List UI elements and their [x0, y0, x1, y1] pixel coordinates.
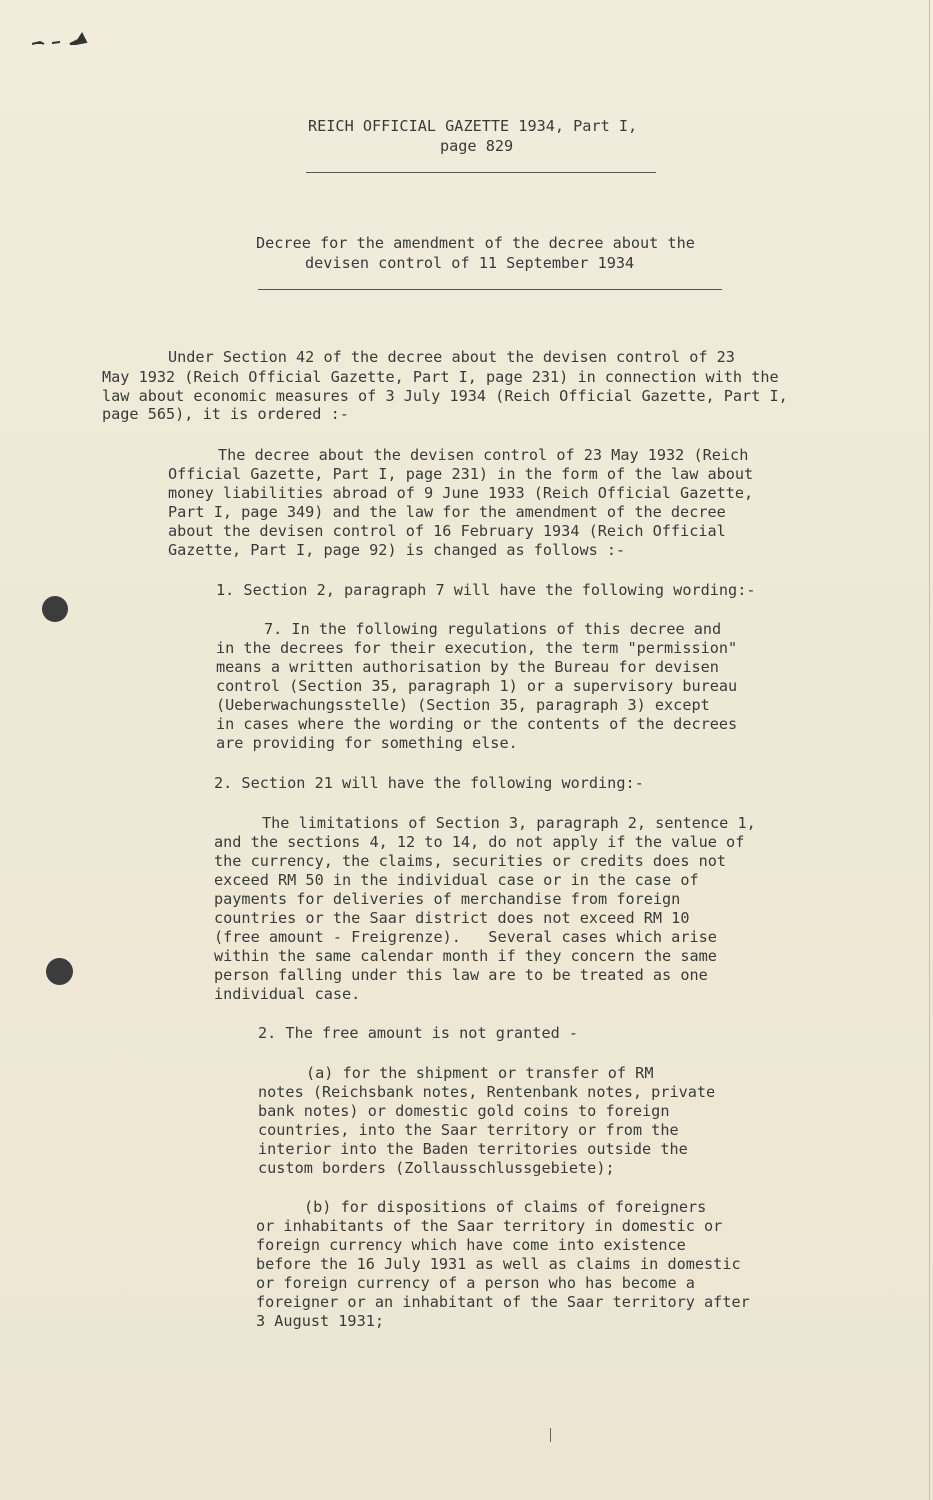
item2-line: (free amount - Freigrenze). Several cases which arise — [214, 928, 717, 946]
punch-hole-upper — [42, 596, 68, 622]
stray-mark — [550, 1428, 551, 1442]
item2-line: individual case. — [214, 985, 361, 1003]
gazette-header-line2: page 829 — [440, 137, 514, 155]
gazette-header-line1: REICH OFFICIAL GAZETTE 1934, Part I, — [308, 117, 638, 135]
para1-line: Official Gazette, Part I, page 231) in the form of the law about — [168, 465, 754, 483]
intro-line: page 565), it is ordered :- — [102, 405, 349, 423]
item2-line: The limitations of Section 3, paragraph 2, sentence 1, — [262, 814, 756, 832]
title-rule — [258, 289, 722, 290]
decree-title-line1: Decree for the amendment of the decree about the — [256, 234, 695, 252]
item1-heading: 1. Section 2, paragraph 7 will have the following wording:- — [216, 581, 756, 599]
sub-a-line: interior into the Baden territories outside the — [258, 1140, 688, 1158]
item1-line: in cases where the wording or the contents of the decrees — [216, 715, 738, 733]
para1-line: The decree about the devisen control of 23 May 1932 (Reich — [218, 446, 749, 464]
item2-line: payments for deliveries of merchandise from foreign — [214, 890, 681, 908]
page-edge — [929, 0, 930, 1500]
sub-a-line: bank notes) or domestic gold coins to foreign — [258, 1102, 670, 1120]
item2-line: countries or the Saar district does not exceed RM 10 — [214, 909, 690, 927]
item1-line: (Ueberwachungsstelle) (Section 35, paragraph 3) except — [216, 696, 710, 714]
item2-line: the currency, the claims, securities or credits does not — [214, 852, 727, 870]
item2-line: and the sections 4, 12 to 14, do not apply if the value of — [214, 833, 745, 851]
sub-b-line: or inhabitants of the Saar territory in domestic or — [256, 1217, 723, 1235]
sub-a-line: custom borders (Zollausschlussgebiete); — [258, 1159, 615, 1177]
para1-line: Gazette, Part I, page 92) is changed as follows :- — [168, 541, 626, 559]
para1-line: about the devisen control of 16 February 1934 (Reich Official — [168, 522, 726, 540]
intro-line: Under Section 42 of the decree about the devisen control of 23 — [168, 348, 735, 366]
sub2-heading: 2. The free amount is not granted - — [258, 1024, 579, 1042]
intro-line: May 1932 (Reich Official Gazette, Part I, page 231) in connection with the — [102, 368, 779, 386]
para1-line: Part I, page 349) and the law for the amendment of the decree — [168, 503, 726, 521]
sub-b-line: or foreign currency of a person who has become a — [256, 1274, 695, 1292]
intro-line: law about economic measures of 3 July 1934 (Reich Official Gazette, Part I, — [102, 387, 788, 405]
sub-b-line: 3 August 1931; — [256, 1312, 385, 1330]
sub-a-line: countries, into the Saar territory or from the — [258, 1121, 679, 1139]
item2-line: person falling under this law are to be treated as one — [214, 966, 708, 984]
item1-line: 7. In the following regulations of this decree and — [264, 620, 722, 638]
item2-line: exceed RM 50 in the individual case or in the case of — [214, 871, 699, 889]
sub-b-line: foreign currency which have come into existence — [256, 1236, 686, 1254]
item1-line: control (Section 35, paragraph 1) or a supervisory bureau — [216, 677, 738, 695]
item1-line: means a written authorisation by the Bureau for devisen — [216, 658, 719, 676]
item2-line: within the same calendar month if they concern the same — [214, 947, 717, 965]
punch-hole-lower — [46, 958, 73, 985]
decree-title-line2: devisen control of 11 September 1934 — [305, 254, 635, 272]
item1-line: are providing for something else. — [216, 734, 518, 752]
sub-a-line: notes (Reichsbank notes, Rentenbank notes, private — [258, 1083, 716, 1101]
header-rule — [306, 172, 656, 173]
sub-a-line: (a) for the shipment or transfer of RM — [306, 1064, 654, 1082]
item2-heading: 2. Section 21 will have the following wording:- — [214, 774, 644, 792]
para1-line: money liabilities abroad of 9 June 1933 (Reich Official Gazette, — [168, 484, 754, 502]
sub-b-line: (b) for dispositions of claims of foreigners — [304, 1198, 707, 1216]
item1-line: in the decrees for their execution, the term "permission" — [216, 639, 738, 657]
sub-b-line: before the 16 July 1931 as well as claims in domestic — [256, 1255, 741, 1273]
corner-mark — [30, 30, 94, 52]
sub-b-line: foreigner or an inhabitant of the Saar territory after — [256, 1293, 750, 1311]
